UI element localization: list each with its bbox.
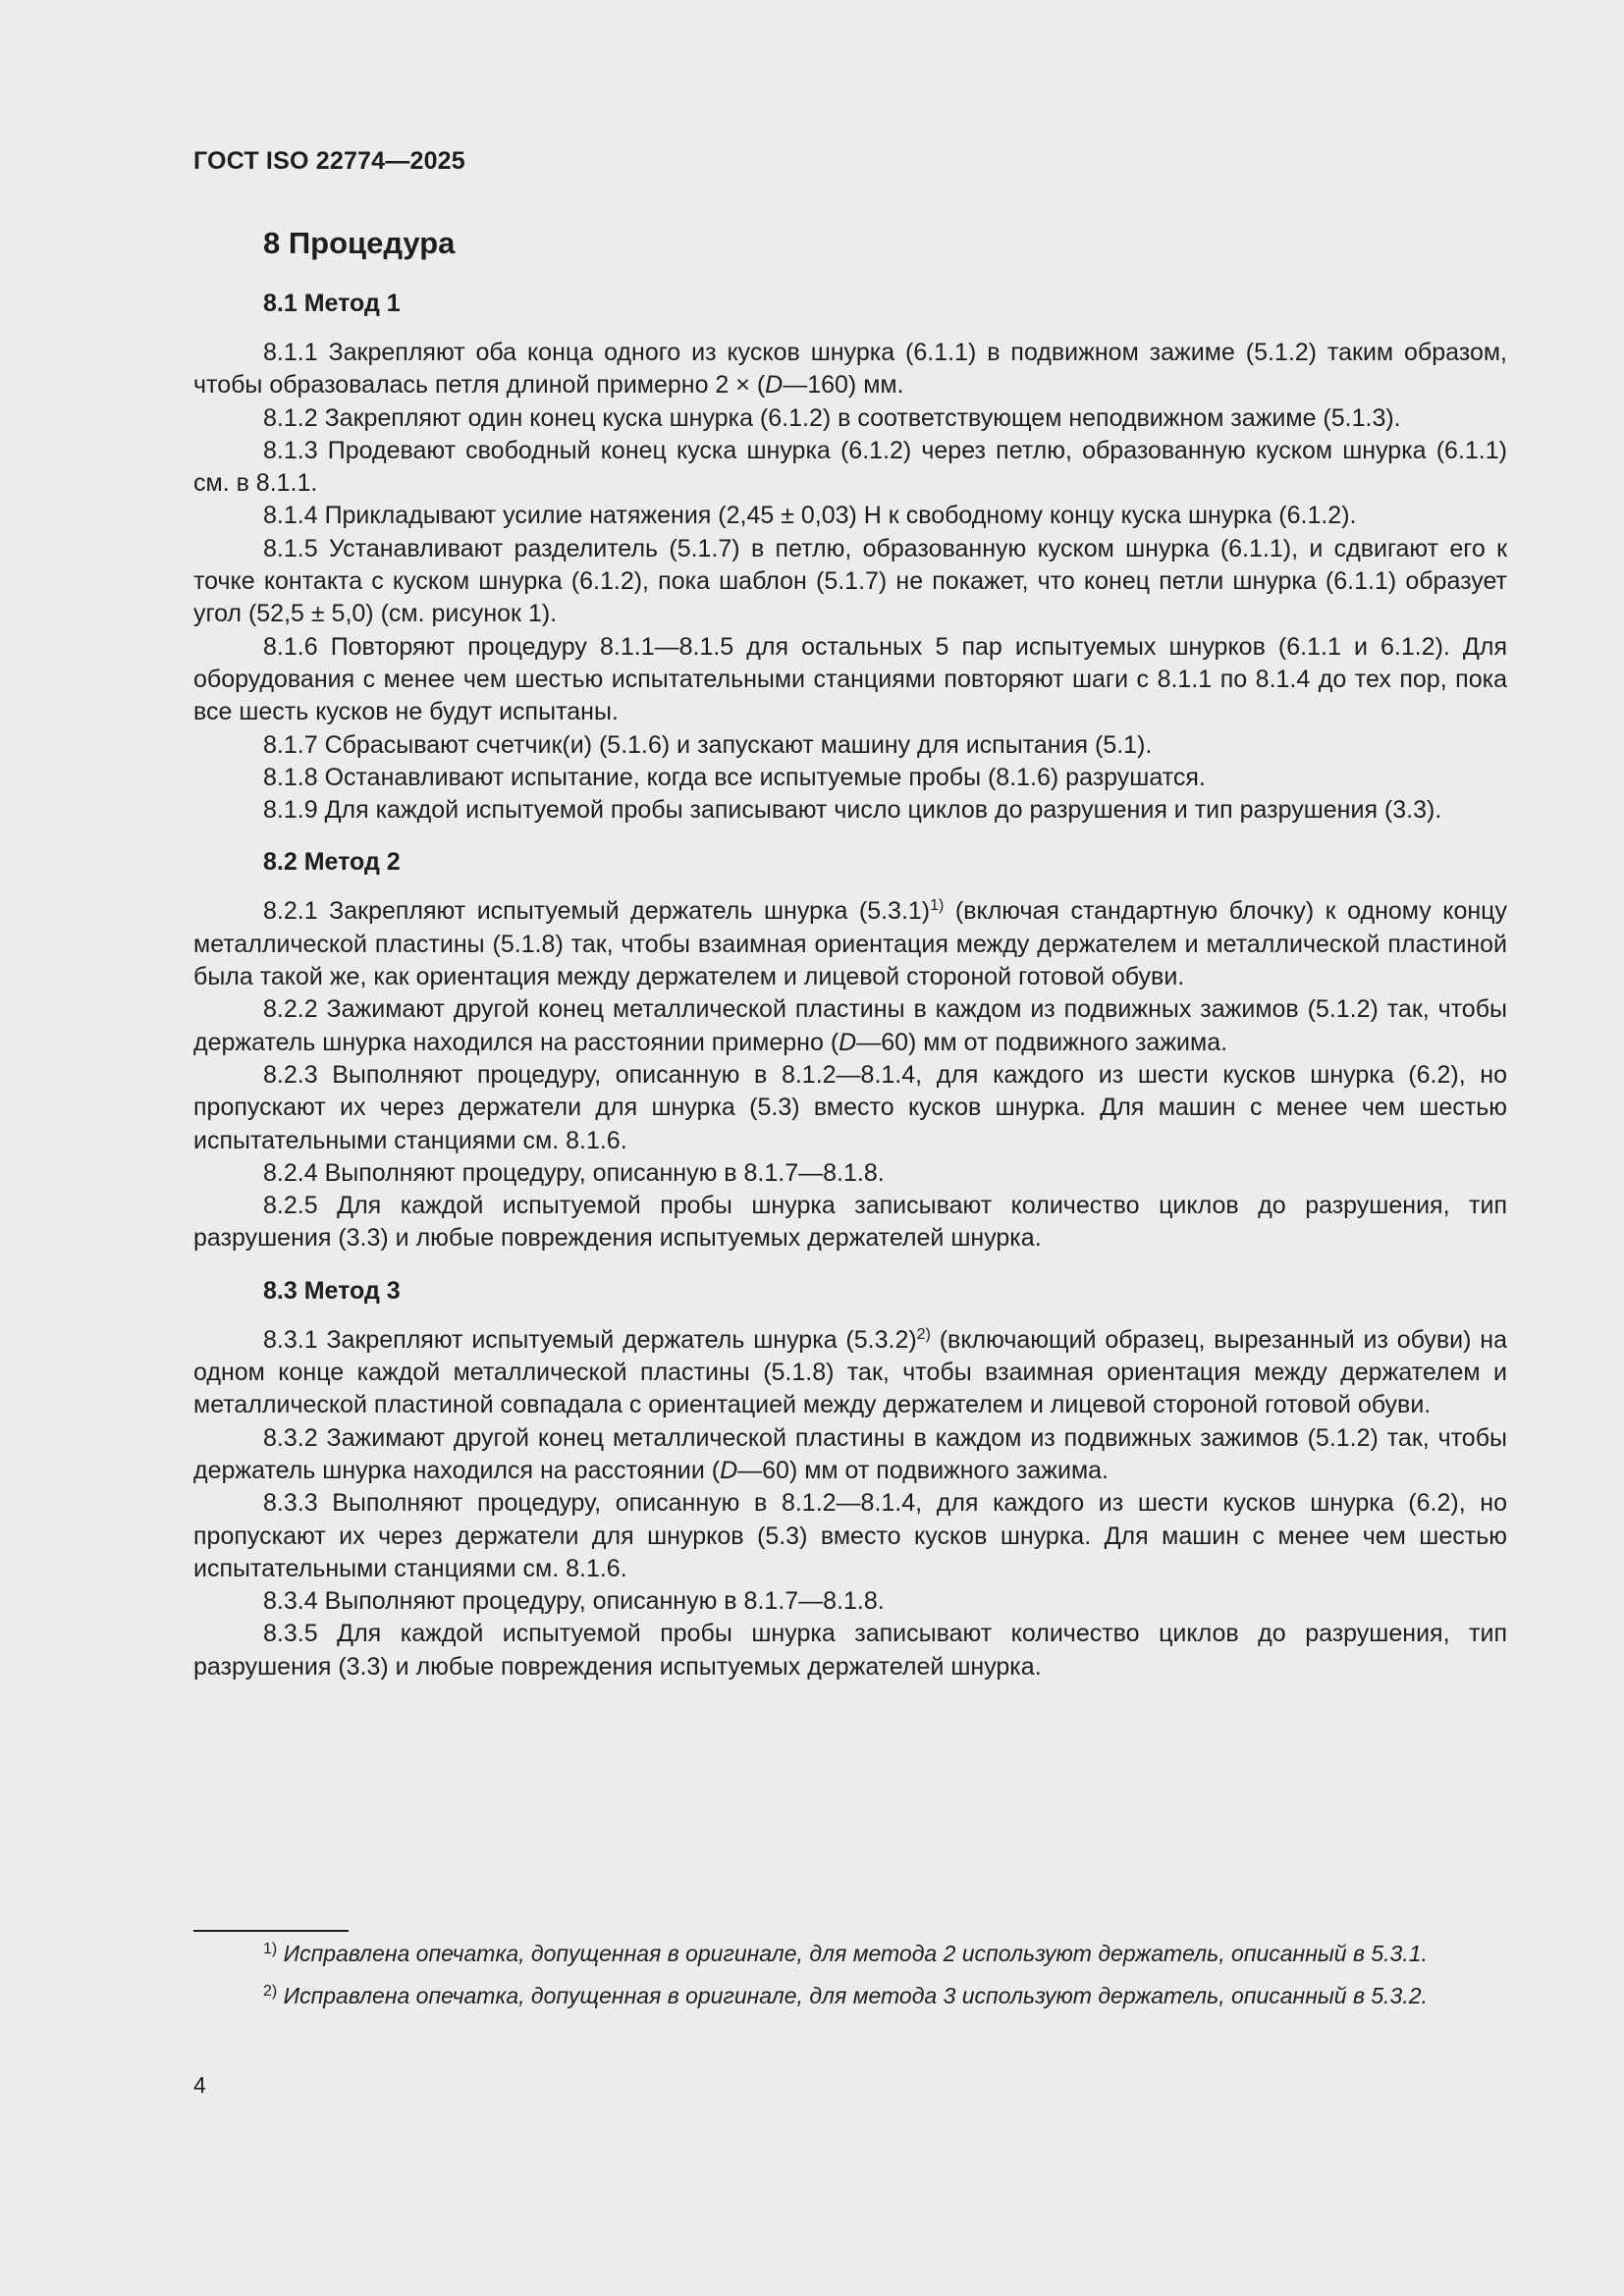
paragraph-8-2-4	[193, 1157, 1507, 1190]
paragraph-number: 8.3.2	[263, 1423, 318, 1452]
subsection-heading	[263, 846, 1507, 879]
paragraph-8-2-2: 8.2.2 Зажимают другой конец металлической пластины в каждом из подвижных зажимов (5.1.2) так, чтобы держатель шнурка находился на расстоянии примерно (D—60) мм от подвижного зажима.	[193, 995, 1507, 1056]
paragraph-number: 8.3.4	[263, 1587, 318, 1616]
subsection-number: 8.3	[263, 1276, 298, 1305]
footnote-mark: 2)	[263, 1983, 278, 2000]
paragraph-text: Для каждой испытуемой пробы шнурка записывают количество циклов до разрушения, тип разрушения (3.3) и любые повреждения испытуемых держателей шнурка.	[193, 1620, 1507, 1681]
paragraph-text: Останавливают испытание, когда все испытуемые пробы (8.1.6) разрушатся.	[324, 763, 1206, 791]
paragraph-number: 8.3.1	[263, 1325, 318, 1354]
paragraph-text: Выполняют процедуру, описанную в 8.1.2—8.1.4, для каждого из шести кусков шнурка (6.2), но пропускают их через держатели для шнурка (5.3) вместо кусков шнурка. Для машин с менее чем шестью испытательными станциями см. 8.1.6.	[193, 1060, 1507, 1154]
paragraph-text: Выполняют процедуру, описанную в 8.1.2—8.1.4, для каждого из шести кусков шнурка (6.2), но пропускают их через держатели для шнурков (5.3) вместо кусков шнурка. Для машин с менее чем шестью испытательными станциями см. 8.1.6.	[193, 1489, 1507, 1582]
document-header: ГОСТ ISO 22774—2025	[193, 147, 465, 175]
paragraph-8-3-1	[193, 1324, 1507, 1422]
document-body	[193, 218, 1507, 1683]
paragraph-text: Закрепляют испытуемый держатель шнурка (5.3.2)	[326, 1325, 917, 1354]
paragraph-text: Сбрасывают счетчик(и) (5.1.6) и запускают машину для испытания (5.1).	[324, 730, 1153, 759]
subsection-title: Метод 2	[303, 848, 401, 877]
paragraph-number: 8.1.4	[263, 502, 318, 530]
paragraph-text: Выполняют процедуру, описанную в 8.1.7—8.1.8.	[324, 1587, 885, 1616]
paragraph-8-1-5	[193, 533, 1507, 631]
paragraph-text: Продевают свободный конец куска шнурка (6.1.2) через петлю, образованную куском шнурка (6.1.1) см. в 8.1.1.	[193, 436, 1507, 498]
paragraph-8-3-4	[193, 1585, 1507, 1618]
footnote-1	[193, 1938, 1507, 1970]
subsection-number: 8.2	[263, 848, 298, 877]
footnote-divider	[193, 1930, 349, 1932]
paragraph-text: Выполняют процедуру, описанную в 8.1.7—8.1.8.	[324, 1158, 885, 1187]
paragraph-text: Закрепляют один конец куска шнурка (6.1.2) в соответствующем неподвижном зажиме (5.1.3).	[324, 403, 1401, 432]
footnotes	[193, 1930, 1507, 2022]
paragraph-8-1-9	[193, 794, 1507, 827]
footnote-mark: 1)	[263, 1941, 278, 1957]
section-number: 8	[263, 226, 281, 260]
paragraph-8-2-1	[193, 895, 1507, 993]
paragraph-text: (включая стандартную блочку) к одному концу металлической пластины (5.1.8) так, чтобы взаимная ориентация между держателем и металлической пластиной была такой же, как ориентация между держателем и лицевой стороной готовой обуви.	[193, 897, 1508, 991]
subsection-title: Метод 3	[303, 1276, 401, 1305]
paragraph-text: Закрепляют испытуемый держатель шнурка (5.3.1)	[329, 897, 931, 926]
paragraph-number: 8.1.3	[263, 436, 318, 464]
paragraph-8-1-7	[193, 729, 1507, 762]
paragraph-8-1-4	[193, 500, 1507, 532]
paragraph-8-3-5	[193, 1618, 1507, 1683]
subsection-number: 8.1	[263, 290, 298, 317]
subsection-title: Метод 1	[303, 290, 401, 317]
paragraph-number: 8.1.8	[263, 763, 318, 791]
paragraph-text: Устанавливают разделитель (5.1.7) в петлю, образованную куском шнурка (6.1.1), и сдвигают его к точке контакта с куском шнурка (6.1.2), пока шаблон (5.1.7) не покажет, что конец петли шнурка (6.1.1) образует угол (52,5 ± 5,0) (см. рисунок 1).	[193, 534, 1508, 628]
paragraph-number: 8.2.2	[263, 995, 318, 1024]
paragraph-8-1-6	[193, 631, 1507, 729]
section-title: Процедура	[288, 226, 456, 260]
paragraph-number: 8.2.3	[263, 1060, 318, 1089]
paragraph-8-1-8	[193, 762, 1507, 794]
paragraph-number: 8.1.5	[263, 534, 318, 562]
subsection-heading	[263, 1275, 1507, 1308]
footnote-2	[193, 1980, 1507, 2012]
paragraph-8-1-2	[193, 402, 1507, 435]
paragraph-number: 8.1.6	[263, 632, 318, 661]
paragraph-text: Повторяют процедуру 8.1.1—8.1.5 для остальных 5 пар испытуемых шнурков (6.1.1 и 6.1.2). Для оборудования с менее чем шестью испытательными станциями повторяют шаги с 8.1.1 по 8.1.4 до тех пор, пока все шесть кусков не будут испытаны.	[193, 632, 1507, 726]
paragraph-number: 8.2.5	[263, 1192, 318, 1220]
paragraph-number: 8.1.7	[263, 730, 318, 759]
paragraph-number: 8.1.2	[263, 403, 318, 432]
paragraph-number: 8.1.1	[263, 339, 318, 366]
paragraph-8-1-3	[193, 435, 1507, 501]
paragraph-8-1-1: 8.1.1 Закрепляют оба конца одного из кусков шнурка (6.1.1) в подвижном зажиме (5.1.2) таким образом, чтобы образовалась петля длиной примерно 2 × (D—160) мм.	[193, 339, 1507, 400]
subsection-heading	[263, 288, 1507, 320]
paragraph-8-3-3	[193, 1487, 1507, 1585]
footnote-text: Исправлена опечатка, допущенная в оригинале, для метода 3 используют держатель, описанный в 5.3.2.	[283, 1983, 1428, 2008]
paragraph-text: (включающий образец, вырезанный из обуви) на одном конце каждой металлической пластины (5.1.8) так, чтобы взаимная ориентация между держателем и металлической пластиной совпадала с ориентацией между держателем и лицевой стороной готовой обуви.	[193, 1325, 1507, 1419]
paragraph-number: 8.3.3	[263, 1489, 318, 1518]
section-heading	[263, 218, 1507, 269]
paragraph-number: 8.2.4	[263, 1158, 318, 1187]
paragraph-8-2-5	[193, 1190, 1507, 1255]
paragraph-text: Прикладывают усилие натяжения (2,45 ± 0,03) Н к свободному концу куска шнурка (6.1.2).	[324, 502, 1357, 530]
paragraph-8-3-2: 8.3.2 Зажимают другой конец металлической пластины в каждом из подвижных зажимов (5.1.2) так, чтобы держатель шнурка находился на расстоянии (D—60) мм от подвижного зажима.	[193, 1423, 1507, 1484]
footnote-ref[interactable]: 1)	[930, 897, 945, 915]
paragraph-text: Для каждой испытуемой пробы записывают число циклов до разрушения и тип разрушения (3.3).	[324, 796, 1442, 825]
paragraph-number: 8.1.9	[263, 796, 318, 825]
paragraph-number: 8.3.5	[263, 1620, 318, 1648]
footnote-text: Исправлена опечатка, допущенная в оригинале, для метода 2 используют держатель, описанный в 5.3.1.	[283, 1941, 1428, 1966]
page-number: 4	[193, 2072, 206, 2098]
paragraph-number: 8.2.1	[263, 897, 318, 926]
footnote-ref[interactable]: 2)	[916, 1325, 931, 1343]
paragraph-text: Для каждой испытуемой пробы шнурка записывают количество циклов до разрушения, тип разрушения (3.3) и любые повреждения испытуемых держателей шнурка.	[193, 1192, 1507, 1253]
paragraph-8-2-3	[193, 1059, 1507, 1157]
